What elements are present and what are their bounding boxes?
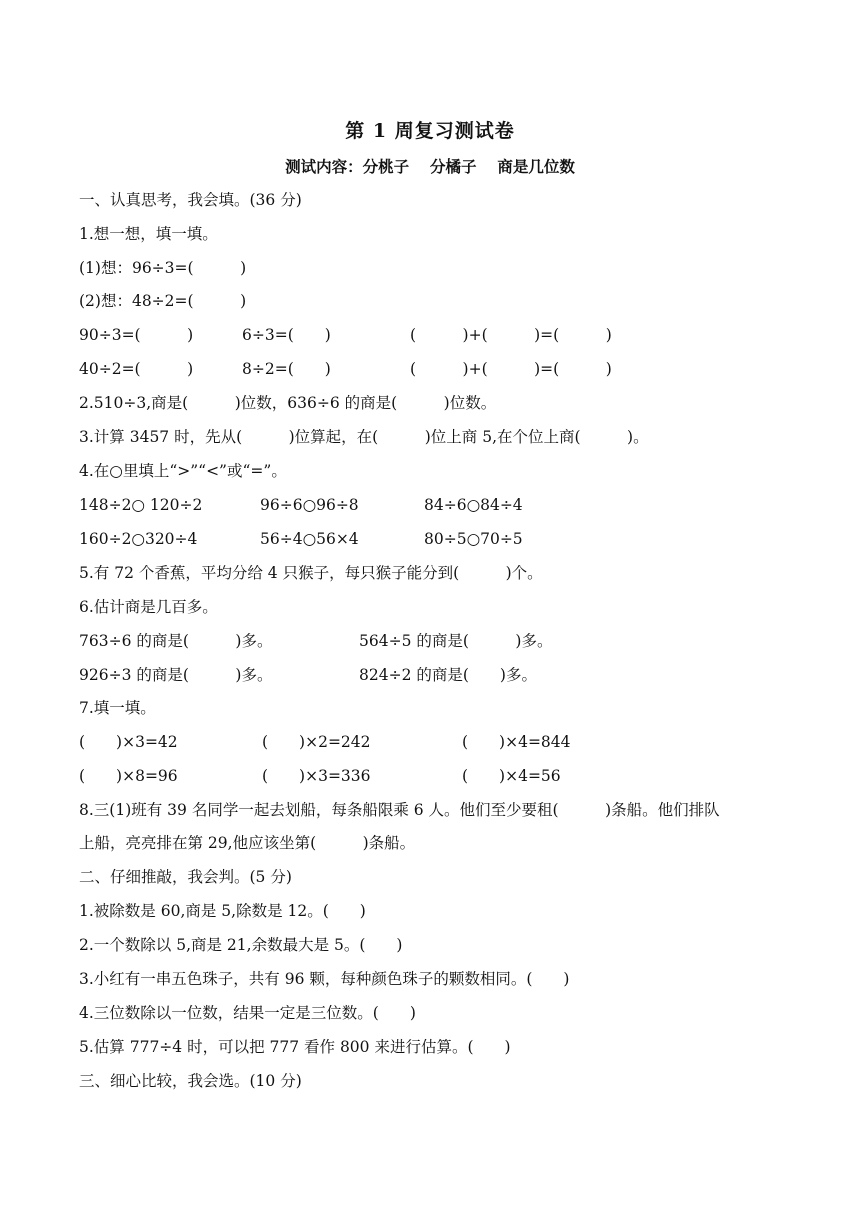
- question-1-row2-col1: 40÷2=( ): [79, 360, 194, 378]
- question-4-row2-col3: 80÷5○70÷5: [424, 530, 523, 548]
- judge-item-2: 2.一个数除以 5,商是 21,余数最大是 5。( ): [79, 936, 403, 954]
- question-1-row2-col3: ( )+( )=( ): [410, 360, 612, 378]
- question-7-row2-col3: ( )×4=56: [462, 767, 561, 785]
- question-8-line2: 上船，亮亮排在第 29,他应该坐第( )条船。: [79, 834, 416, 852]
- question-1-part-a: (1)想：96÷3=( ): [79, 259, 247, 277]
- question-4-text: 4.在○里填上“>”“<”或“=”。: [79, 462, 287, 480]
- judge-item-3: 3.小红有一串五色珠子，共有 96 颗，每种颜色珠子的颗数相同。( ): [79, 970, 570, 988]
- question-4-row1-col2: 96÷6○96÷8: [260, 496, 359, 514]
- question-7-row1-col3: ( )×4=844: [462, 733, 571, 751]
- judge-item-1: 1.被除数是 60,商是 5,除数是 12。( ): [79, 902, 366, 920]
- question-4-row2-col1: 160÷2○320÷4: [79, 530, 198, 548]
- question-7-text: 7.填一填。: [79, 699, 156, 717]
- question-7-row1-col1: ( )×3=42: [79, 733, 178, 751]
- question-1-part-b: (2)想：48÷2=( ): [79, 292, 247, 310]
- question-6-row1-col2: 564÷5 的商是( )多。: [359, 632, 553, 650]
- page-title: 第 1 周复习测试卷: [345, 120, 515, 142]
- question-1-row1-col1: 90÷3=( ): [79, 326, 194, 344]
- question-1-row1-col2: 6÷3=( ): [242, 326, 331, 344]
- section-3-heading: 三、细心比较，我会选。(10 分): [79, 1072, 302, 1090]
- question-3: 3.计算 3457 时，先从( )位算起，在( )位上商 5,在个位上商( )。: [79, 428, 649, 446]
- question-6-row2-col2: 824÷2 的商是( )多。: [359, 666, 537, 684]
- question-4-row1-col1: 148÷2○ 120÷2: [79, 496, 203, 514]
- question-6-row2-col1: 926÷3 的商是( )多。: [79, 666, 273, 684]
- section-2-heading: 二、仔细推敲，我会判。(5 分): [79, 868, 292, 886]
- question-1-row2-col2: 8÷2=( ): [242, 360, 331, 378]
- question-4-row2-col2: 56÷4○56×4: [260, 530, 359, 548]
- question-6-text: 6.估计商是几百多。: [79, 598, 218, 616]
- judge-item-4: 4.三位数除以一位数，结果一定是三位数。( ): [79, 1004, 416, 1022]
- question-8-line1: 8.三(1)班有 39 名同学一起去划船，每条船限乘 6 人。他们至少要租( )条船。他们排队: [79, 801, 720, 819]
- question-7-row1-col2: ( )×2=242: [262, 733, 371, 751]
- question-6-row1-col1: 763÷6 的商是( )多。: [79, 632, 273, 650]
- question-7-row2-col2: ( )×3=336: [262, 767, 371, 785]
- page-subtitle: 测试内容：分桃子 分橘子 商是几位数: [285, 157, 575, 176]
- question-1-row1-col3: ( )+( )=( ): [410, 326, 612, 344]
- question-7-row2-col1: ( )×8=96: [79, 767, 178, 785]
- question-2: 2.510÷3,商是( )位数，636÷6 的商是( )位数。: [79, 394, 497, 412]
- section-1-heading: 一、认真思考，我会填。(36 分): [79, 191, 302, 209]
- judge-item-5: 5.估算 777÷4 时，可以把 777 看作 800 来进行估算。( ): [79, 1038, 511, 1056]
- question-1-text: 1.想一想，填一填。: [79, 225, 218, 243]
- question-4-row1-col3: 84÷6○84÷4: [424, 496, 523, 514]
- question-5: 5.有 72 个香蕉，平均分给 4 只猴子，每只猴子能分到( )个。: [79, 564, 543, 582]
